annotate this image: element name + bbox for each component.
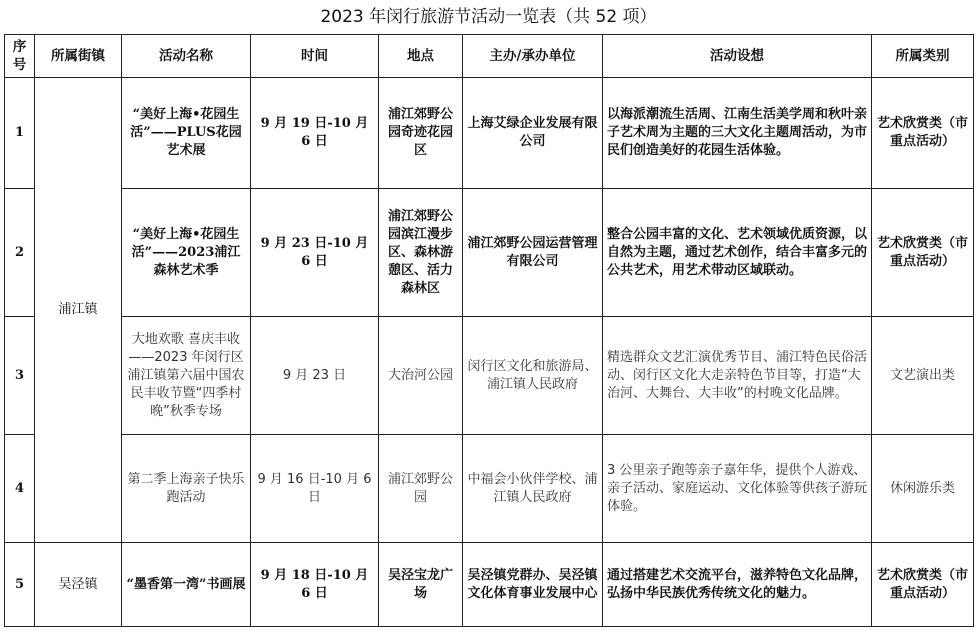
table-row [5,78,974,189]
row-time: 9 月 23 日-10 月 6 日 [251,189,379,317]
row-place: 浦江郊野公园滨江漫步区、森林游憩区、活力森林区 [379,189,463,317]
row-organizer: 闵行区文化和旅游局、浦江镇人民政府 [463,317,603,435]
row-place: 浦江郊野公园奇迹花园区 [379,78,463,189]
table-row [5,189,974,317]
row-organizer: 中福会小伙伴学校、浦江镇人民政府 [463,435,603,543]
table-row [5,543,974,627]
header-town: 所属街镇 [35,35,122,78]
row-organizer: 浦江郊野公园运营管理有限公司 [463,189,603,317]
row-time: 9 月 23 日 [251,317,379,435]
row-idea: 通过搭建艺术交流平台，滋养特色文化品牌，弘扬中华民族优秀传统文化的魅力。 [603,543,872,627]
header-idea: 活动设想 [603,35,872,78]
row-organizer: 上海艾绿企业发展有限公司 [463,78,603,189]
row-seq: 3 [5,317,35,435]
row-activity-name: “墨香第一湾”书画展 [122,543,251,627]
row-activity-name: 大地欢歌 喜庆丰收——2023 年闵行区浦江镇第六届中国农民丰收节暨“四季村晚”秋季专场 [122,317,251,435]
row-town: 浦江镇 [35,78,122,543]
header-seq: 序号 [5,35,35,78]
row-seq: 4 [5,435,35,543]
row-category: 艺术欣赏类（市重点活动） [872,543,974,627]
header-category: 所属类别 [872,35,974,78]
row-category: 艺术欣赏类（市重点活动） [872,189,974,317]
row-place: 浦江郊野公园 [379,435,463,543]
table-title: 2023 年闵行旅游节活动一览表（共 52 项） [320,7,657,27]
row-place: 吴泾宝龙广场 [379,543,463,627]
row-idea: 3 公里亲子跑等亲子嘉年华，提供个人游戏、亲子活动、家庭运动、文化体验等供孩子游玩体验。 [603,435,872,543]
row-time: 9 月 19 日-10 月 6 日 [251,78,379,189]
row-seq: 1 [5,78,35,189]
row-category: 文艺演出类 [872,317,974,435]
row-category: 休闲游乐类 [872,435,974,543]
row-time: 9 月 18 日-10 月 6 日 [251,543,379,627]
header-row [5,35,974,78]
row-town: 吴泾镇 [35,543,122,627]
activity-table [4,34,974,627]
header-org: 主办/承办单位 [463,35,603,78]
row-seq: 2 [5,189,35,317]
row-organizer: 吴泾镇党群办、吴泾镇文化体育事业发展中心 [463,543,603,627]
header-name: 活动名称 [122,35,251,78]
row-time: 9 月 16 日-10 月 6 日 [251,435,379,543]
row-seq: 5 [5,543,35,627]
header-place: 地点 [379,35,463,78]
row-category: 艺术欣赏类（市重点活动） [872,78,974,189]
table-row [5,435,974,543]
row-activity-name: “美好上海•花园生活”——2023浦江森林艺术季 [122,189,251,317]
row-activity-name: “美好上海•花园生活”——PLUS花园艺术展 [122,78,251,189]
row-idea: 精选群众文艺汇演优秀节目、浦江特色民俗活动、闵行区文化大走亲特色节目等，打造“大治河、大舞台、大丰收”的村晚文化品牌。 [603,317,872,435]
table-row [5,317,974,435]
header-time: 时间 [251,35,379,78]
row-activity-name: 第二季上海亲子快乐跑活动 [122,435,251,543]
row-idea: 整合公园丰富的文化、艺术领域优质资源，以自然为主题，通过艺术创作，结合丰富多元的公共艺术，用艺术带动区域联动。 [603,189,872,317]
row-idea: 以海派潮流生活周、江南生活美学周和秋叶亲子艺术周为主题的三大文化主题周活动，为市民们创造美好的花园生活体验。 [603,78,872,189]
row-place: 大治河公园 [379,317,463,435]
